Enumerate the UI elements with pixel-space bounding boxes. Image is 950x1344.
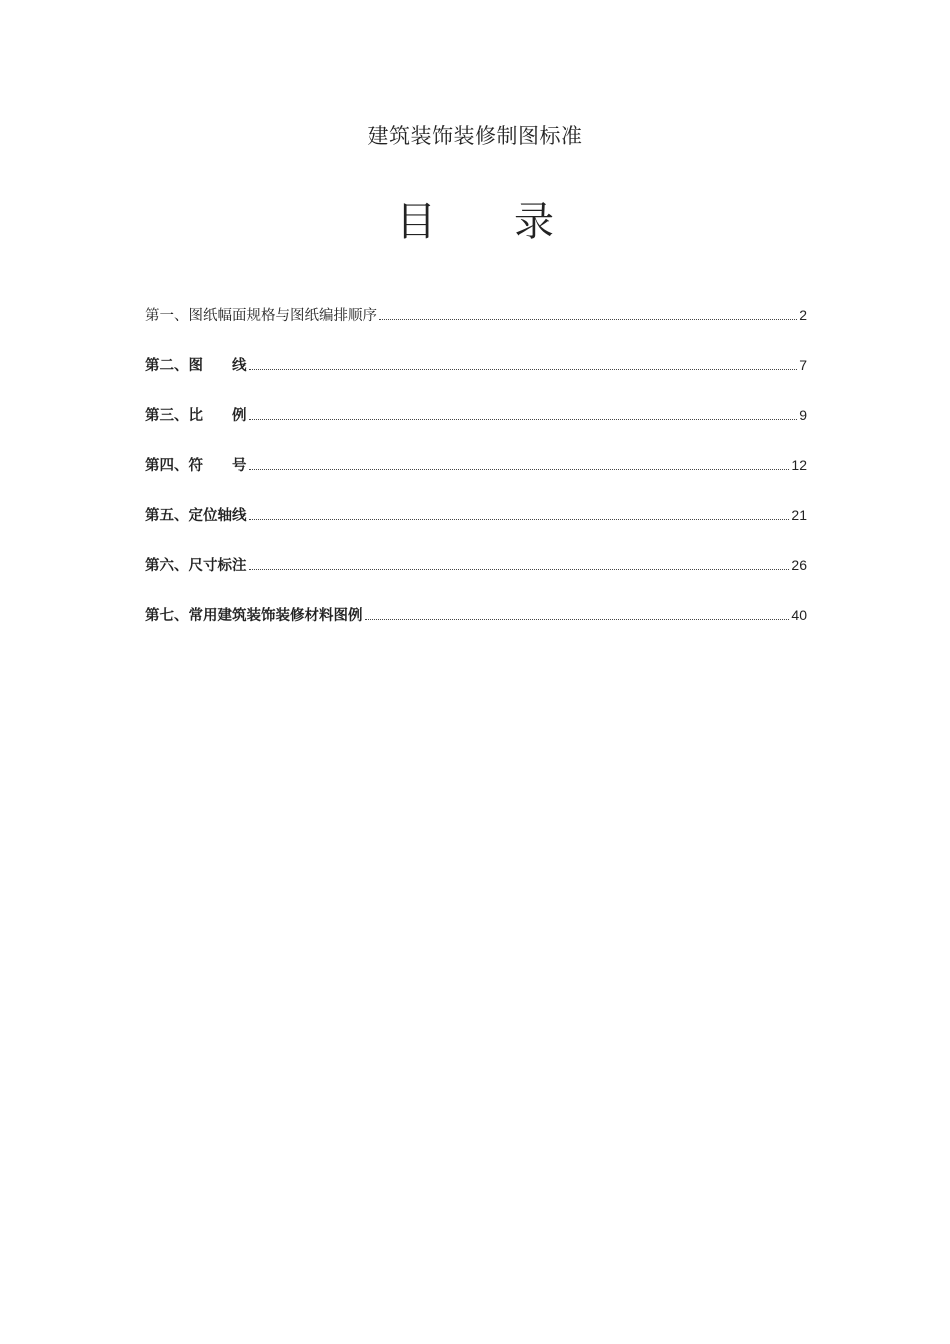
toc-entry-label: 第四、符 号	[145, 458, 247, 474]
toc-entry[interactable]	[145, 454, 807, 504]
toc-heading	[0, 196, 950, 248]
toc-entry-page: 7	[799, 357, 807, 373]
toc-leader-dots	[249, 368, 798, 370]
toc-entry[interactable]	[145, 504, 807, 554]
toc-entry-page: 26	[791, 557, 807, 573]
toc-entry[interactable]	[145, 404, 807, 454]
table-of-contents	[145, 304, 807, 654]
toc-entry[interactable]	[145, 554, 807, 604]
toc-entry-label: 第七、常用建筑装饰装修材料图例	[145, 608, 363, 624]
toc-leader-dots	[249, 418, 798, 420]
toc-heading-char: 目	[396, 199, 436, 245]
toc-entry-page: 12	[791, 457, 807, 473]
toc-entry[interactable]	[145, 304, 807, 354]
toc-leader-dots	[249, 518, 790, 520]
toc-entry-page: 2	[799, 307, 807, 323]
toc-leader-dots	[365, 618, 790, 620]
toc-leader-dots	[249, 468, 790, 470]
document-title: 建筑装饰装修制图标准	[367, 124, 583, 148]
toc-entry-label: 第一、图纸幅面规格与图纸编排顺序	[145, 308, 377, 324]
toc-entry-label: 第三、比 例	[145, 408, 247, 424]
toc-entry-page: 21	[791, 507, 807, 523]
toc-entry-label: 第六、尺寸标注	[145, 558, 247, 574]
toc-entry-label: 第五、定位轴线	[145, 508, 247, 524]
toc-leader-dots	[379, 318, 797, 320]
toc-entry[interactable]	[145, 354, 807, 404]
toc-entry-page: 9	[799, 407, 807, 423]
toc-leader-dots	[249, 568, 790, 570]
toc-entry[interactable]	[145, 604, 807, 654]
toc-entry-label: 第二、图 线	[145, 358, 247, 374]
toc-entry-page: 40	[791, 607, 807, 623]
toc-heading-char: 录	[514, 199, 554, 245]
